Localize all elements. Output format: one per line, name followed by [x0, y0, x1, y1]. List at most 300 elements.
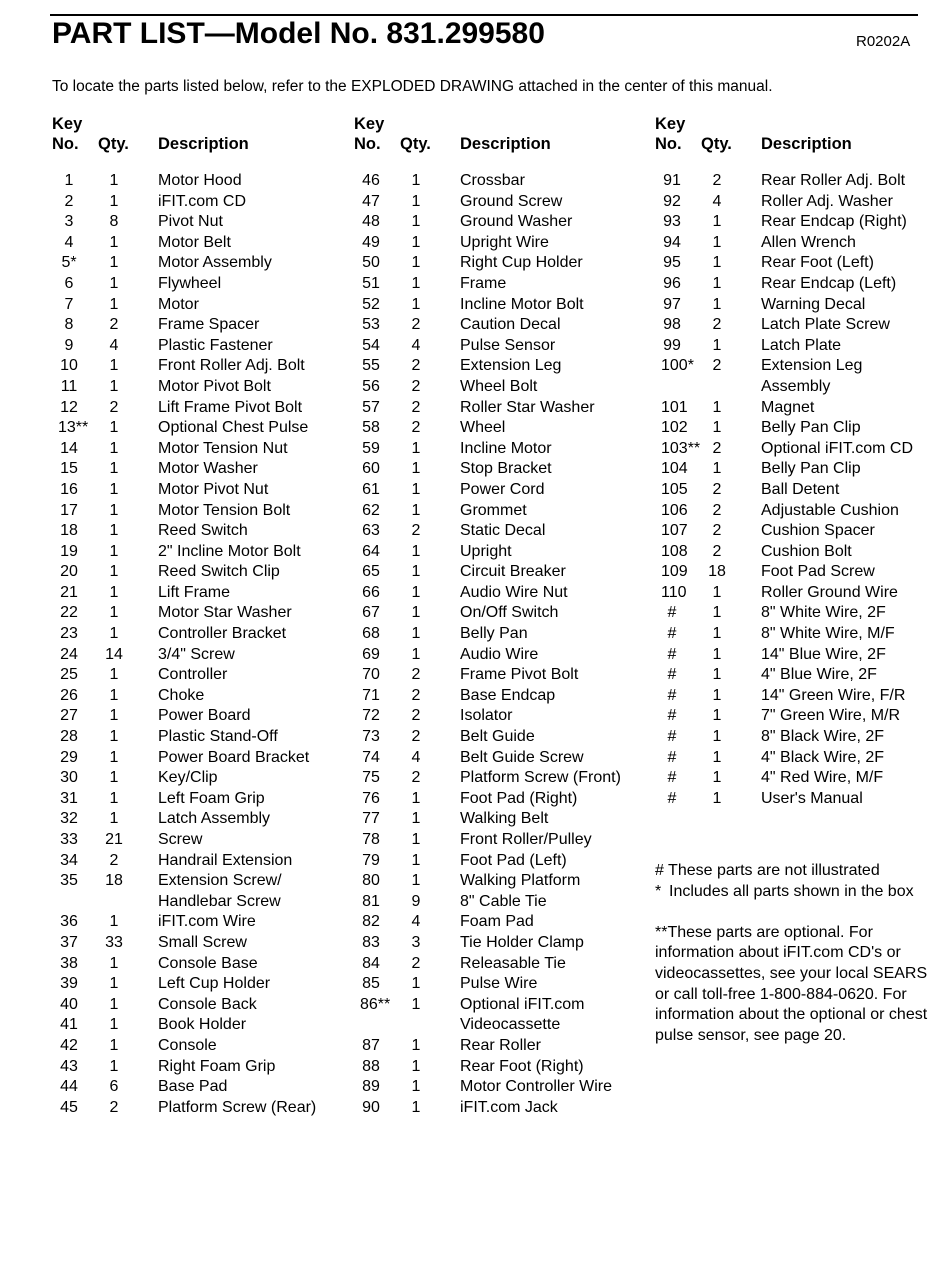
- parts-row: [354, 892, 654, 913]
- part-description: 8" Black Wire, 2F: [761, 728, 885, 746]
- part-description: Circuit Breaker: [460, 563, 566, 581]
- part-description: Base Endcap: [460, 686, 556, 704]
- part-description: Frame Pivot Bolt: [460, 666, 579, 684]
- part-qty: 1: [712, 398, 722, 416]
- part-key: 96: [663, 274, 681, 292]
- part-key: 85: [362, 975, 380, 993]
- part-description: Ground Screw: [460, 192, 563, 210]
- parts-row: [354, 253, 654, 274]
- parts-row: [354, 665, 654, 686]
- part-description: Base Pad: [158, 1078, 228, 1096]
- part-key: 110: [661, 583, 687, 601]
- part-description: Motor: [158, 295, 199, 313]
- parts-row: [52, 336, 352, 357]
- part-key: 74: [362, 748, 380, 766]
- part-description: Wheel: [460, 419, 506, 437]
- parts-row: [354, 1057, 654, 1078]
- part-description: Left Foam Grip: [158, 789, 265, 807]
- part-description: Motor Belt: [158, 233, 231, 251]
- part-description: Upright: [460, 542, 512, 560]
- parts-row: [354, 830, 654, 851]
- part-description: Key/Clip: [158, 769, 218, 787]
- parts-row: [655, 521, 950, 542]
- parts-row: [655, 212, 950, 233]
- part-key: 97: [663, 295, 681, 313]
- part-description: On/Off Switch: [460, 604, 559, 622]
- parts-row: [52, 418, 352, 439]
- parts-row: [655, 603, 950, 624]
- part-qty: 1: [712, 460, 722, 478]
- part-description: Screw: [158, 831, 203, 848]
- parts-row: [354, 562, 654, 583]
- part-qty: 1: [712, 748, 722, 766]
- part-qty: 1: [411, 1098, 421, 1116]
- part-key: 45: [60, 1098, 78, 1116]
- part-description: Motor Tension Bolt: [158, 501, 291, 519]
- parts-row: [52, 171, 352, 192]
- part-description: Console: [158, 1036, 217, 1054]
- part-qty: 1: [109, 604, 119, 622]
- part-description: Walking Platform: [460, 872, 581, 890]
- part-qty: 1: [109, 789, 119, 807]
- parts-row: [52, 501, 352, 522]
- part-key: 105: [661, 480, 688, 498]
- parts-row: [52, 521, 352, 542]
- part-key: 6: [64, 274, 74, 292]
- part-qty: 1: [712, 789, 722, 807]
- part-description: Right Foam Grip: [158, 1057, 276, 1075]
- part-qty: 33: [105, 933, 123, 951]
- parts-row: [655, 377, 950, 398]
- part-key: 108: [661, 542, 688, 560]
- parts-row: [354, 233, 654, 254]
- parts-row: [354, 583, 654, 604]
- part-description: 8" White Wire, 2F: [761, 604, 886, 622]
- part-description: Ball Detent: [761, 480, 840, 498]
- part-qty: 1: [411, 542, 421, 560]
- part-qty: 1: [109, 439, 119, 457]
- part-qty: 2: [411, 769, 421, 787]
- part-description: 4" Red Wire, M/F: [761, 769, 884, 787]
- part-qty: 4: [411, 748, 421, 766]
- part-description: Roller Adj. Washer: [761, 192, 893, 210]
- part-key: 72: [362, 707, 380, 725]
- part-description: Platform Screw (Front): [460, 769, 621, 787]
- part-description: Crossbar: [460, 172, 525, 189]
- part-key: 10: [60, 357, 78, 375]
- part-description: Power Board: [158, 707, 251, 725]
- part-description: iFIT.com Jack: [460, 1098, 558, 1116]
- part-key: 28: [60, 728, 78, 746]
- parts-row: [354, 315, 654, 336]
- part-description: Latch Plate: [761, 336, 842, 354]
- parts-row: [655, 645, 950, 666]
- part-description: Extension Leg: [761, 357, 863, 375]
- parts-row: [52, 995, 352, 1016]
- parts-row: [354, 686, 654, 707]
- part-qty: 1: [109, 810, 119, 828]
- part-key: 70: [362, 666, 380, 684]
- part-qty: 1: [411, 831, 421, 848]
- parts-row: [52, 377, 352, 398]
- parts-row: [52, 274, 352, 295]
- part-key: 29: [60, 748, 78, 766]
- part-description: Console Back: [158, 995, 257, 1013]
- parts-row: [655, 274, 950, 295]
- part-key: #: [667, 728, 677, 746]
- part-description: Plastic Fastener: [158, 336, 273, 354]
- part-qty: 1: [109, 975, 119, 993]
- part-key: 36: [60, 913, 78, 931]
- part-qty: 1: [411, 789, 421, 807]
- parts-row: [354, 995, 654, 1016]
- parts-row: [354, 974, 654, 995]
- part-description: Book Holder: [158, 1016, 247, 1034]
- parts-row: [354, 727, 654, 748]
- part-key: 30: [60, 769, 78, 787]
- part-description: Belly Pan Clip: [761, 460, 861, 478]
- part-key: 56: [362, 377, 380, 395]
- part-qty: 1: [109, 769, 119, 787]
- part-key: 33: [60, 831, 78, 848]
- part-qty: 1: [109, 357, 119, 375]
- part-qty: 1: [712, 604, 722, 622]
- part-key: 27: [60, 707, 78, 725]
- part-qty: 1: [109, 1057, 119, 1075]
- part-qty: 14: [105, 645, 123, 663]
- part-qty: 1: [109, 666, 119, 684]
- part-description: Incline Motor: [460, 439, 552, 457]
- part-key: 68: [362, 625, 380, 643]
- parts-row: [354, 1077, 654, 1098]
- parts-row: [52, 768, 352, 789]
- part-description: Audio Wire: [460, 645, 539, 663]
- parts-row: [354, 624, 654, 645]
- parts-row: [655, 233, 950, 254]
- parts-row: [655, 398, 950, 419]
- part-description: Handlebar Screw: [158, 892, 281, 910]
- part-qty: 1: [411, 233, 421, 251]
- part-qty: 4: [109, 336, 119, 354]
- part-description: iFIT.com CD: [158, 192, 246, 210]
- parts-row: [655, 501, 950, 522]
- parts-row: [655, 789, 950, 810]
- part-qty: 8: [109, 213, 119, 231]
- parts-row: [354, 809, 654, 830]
- part-key: 81: [362, 892, 380, 910]
- parts-column-3: [655, 114, 950, 809]
- part-qty: 1: [411, 1057, 421, 1075]
- parts-row: [354, 398, 654, 419]
- part-key: 49: [362, 233, 380, 251]
- part-description: Platform Screw (Rear): [158, 1098, 317, 1116]
- parts-row: [52, 933, 352, 954]
- part-qty: 1: [109, 563, 119, 581]
- part-key: 15: [60, 460, 78, 478]
- part-key: 13**: [58, 419, 89, 437]
- part-qty: 1: [109, 233, 119, 251]
- part-qty: 1: [109, 522, 119, 540]
- part-qty: 1: [712, 213, 722, 231]
- part-key: 12: [60, 398, 78, 416]
- part-description: Reed Switch: [158, 522, 248, 540]
- part-description: Motor Tension Nut: [158, 439, 288, 457]
- part-qty: 1: [109, 172, 119, 189]
- part-qty: 1: [109, 1036, 119, 1054]
- part-description: Controller: [158, 666, 228, 684]
- parts-row: [655, 295, 950, 316]
- parts-row: [52, 1036, 352, 1057]
- part-description: Videocassette: [460, 1016, 561, 1034]
- parts-row: [52, 665, 352, 686]
- parts-row: [354, 871, 654, 892]
- parts-row: [354, 356, 654, 377]
- part-key: 41: [60, 1016, 78, 1034]
- part-qty: 1: [109, 913, 119, 931]
- part-qty: 1: [109, 254, 119, 272]
- parts-row: [354, 1098, 654, 1119]
- part-key: 95: [663, 254, 681, 272]
- part-description: Right Cup Holder: [460, 254, 583, 272]
- parts-row: [655, 418, 950, 439]
- part-description: Power Cord: [460, 480, 545, 498]
- parts-row: [354, 851, 654, 872]
- part-key: 60: [362, 460, 380, 478]
- part-qty: 2: [411, 398, 421, 416]
- parts-row: [655, 768, 950, 789]
- part-qty: 2: [712, 522, 722, 540]
- part-description: Warning Decal: [761, 295, 866, 313]
- part-qty: 1: [411, 995, 421, 1013]
- parts-row: [52, 974, 352, 995]
- part-qty: 1: [109, 686, 119, 704]
- part-key: 76: [362, 789, 380, 807]
- part-key: 63: [362, 522, 380, 540]
- part-key: #: [667, 769, 677, 787]
- part-qty: 1: [712, 336, 722, 354]
- parts-row: [354, 439, 654, 460]
- part-qty: 1: [109, 625, 119, 643]
- part-description: Caution Decal: [460, 316, 561, 334]
- parts-row: [52, 542, 352, 563]
- header-no: No.: [655, 135, 682, 153]
- part-key: 59: [362, 439, 380, 457]
- part-key: #: [667, 625, 677, 643]
- parts-row: [52, 315, 352, 336]
- parts-row: [354, 192, 654, 213]
- note-includes-all-text: Includes all parts shown in the box: [669, 882, 914, 900]
- part-key: 78: [362, 831, 380, 848]
- part-qty: 1: [712, 295, 722, 313]
- parts-row: [52, 1057, 352, 1078]
- header-qty: Qty.: [98, 135, 129, 153]
- part-description: Magnet: [761, 398, 815, 416]
- part-qty: 1: [411, 604, 421, 622]
- part-description: Plastic Stand-Off: [158, 728, 278, 746]
- part-qty: 1: [109, 728, 119, 746]
- part-description: Optional iFIT.com CD: [761, 439, 914, 457]
- part-qty: 1: [411, 563, 421, 581]
- part-qty: 1: [411, 254, 421, 272]
- part-key: #: [667, 789, 677, 807]
- part-qty: 1: [411, 295, 421, 313]
- part-qty: 1: [411, 460, 421, 478]
- part-description: Lift Frame Pivot Bolt: [158, 398, 303, 416]
- part-qty: 9: [411, 892, 421, 910]
- part-key: 38: [60, 954, 78, 972]
- parts-row: [52, 871, 352, 892]
- part-qty: 2: [411, 419, 421, 437]
- part-qty: 1: [411, 192, 421, 210]
- header-key: Key: [655, 115, 686, 133]
- part-description: Controller Bracket: [158, 625, 287, 643]
- part-description: Static Decal: [460, 522, 546, 540]
- part-qty: 2: [109, 851, 119, 869]
- part-key: 52: [362, 295, 380, 313]
- part-qty: 1: [712, 419, 722, 437]
- part-description: Foot Pad (Right): [460, 789, 578, 807]
- parts-row: [354, 645, 654, 666]
- part-description: Front Roller Adj. Bolt: [158, 357, 305, 375]
- part-key: 98: [663, 316, 681, 334]
- header-no: No.: [52, 135, 79, 153]
- part-description: iFIT.com Wire: [158, 913, 256, 931]
- part-key: 93: [663, 213, 681, 231]
- part-qty: 1: [411, 625, 421, 643]
- part-key: 102: [661, 419, 688, 437]
- parts-row: [354, 418, 654, 439]
- parts-row: [354, 748, 654, 769]
- parts-row: [354, 480, 654, 501]
- part-key: 16: [60, 480, 78, 498]
- part-key: 89: [362, 1078, 380, 1096]
- part-description: Motor Assembly: [158, 254, 272, 272]
- header-key: Key: [354, 115, 385, 133]
- part-qty: 2: [712, 172, 722, 189]
- parts-row: [354, 603, 654, 624]
- part-qty: 1: [712, 769, 722, 787]
- part-qty: 2: [712, 357, 722, 375]
- parts-row: [655, 315, 950, 336]
- part-qty: 3: [411, 933, 421, 951]
- parts-row: [354, 542, 654, 563]
- part-description: 2" Incline Motor Bolt: [158, 542, 301, 560]
- part-key: 11: [60, 377, 78, 395]
- parts-row: [655, 171, 950, 192]
- parts-row: [52, 892, 352, 913]
- parts-row: [354, 933, 654, 954]
- part-key: 87: [362, 1036, 380, 1054]
- document-code: R0202A: [856, 33, 911, 50]
- part-key: 40: [60, 995, 78, 1013]
- part-key: 80: [362, 872, 380, 890]
- part-key: 14: [60, 439, 78, 457]
- part-description: Foam Pad: [460, 913, 534, 931]
- part-qty: 6: [109, 1078, 119, 1096]
- part-description: Front Roller/Pulley: [460, 831, 592, 848]
- part-qty: 4: [411, 336, 421, 354]
- note-optional: **These parts are optional. For information about iFIT.com CD's or videocassettes, see your local SEARS or call toll-free 1-800-884-0620. For information about the optional or chest pulse sensor, see page 20.: [655, 923, 928, 1044]
- part-key: 55: [362, 357, 380, 375]
- part-key: 42: [60, 1036, 78, 1054]
- part-description: Grommet: [460, 501, 527, 519]
- part-description: Rear Roller Adj. Bolt: [761, 172, 906, 189]
- part-description: Belt Guide: [460, 728, 535, 746]
- part-description: Belly Pan: [460, 625, 528, 643]
- part-key: 90: [362, 1098, 380, 1116]
- part-key: 5*: [61, 254, 77, 272]
- part-qty: 2: [411, 522, 421, 540]
- note-includes-all: [655, 882, 940, 903]
- part-qty: 1: [109, 748, 119, 766]
- part-key: 53: [362, 316, 380, 334]
- parts-row: [655, 562, 950, 583]
- part-key: 19: [60, 542, 78, 560]
- part-key: 91: [663, 172, 681, 189]
- part-description: Latch Plate Screw: [761, 316, 890, 334]
- parts-row: [354, 789, 654, 810]
- part-key: 50: [362, 254, 380, 272]
- part-description: Isolator: [460, 707, 513, 725]
- part-description: Power Board Bracket: [158, 748, 310, 766]
- part-key: 1: [64, 172, 74, 189]
- part-description: Foot Pad (Left): [460, 851, 567, 869]
- intro-text: To locate the parts listed below, refer to the EXPLODED DRAWING attached in the center of this manual.: [52, 78, 773, 95]
- parts-rows: [655, 171, 950, 809]
- part-description: Choke: [158, 686, 205, 704]
- part-qty: 2: [109, 316, 119, 334]
- header-description: Description: [460, 135, 551, 153]
- part-key: 47: [362, 192, 380, 210]
- page-title: PART LIST—Model No. 831.299580: [52, 17, 545, 50]
- part-qty: 1: [109, 954, 119, 972]
- parts-row: [354, 459, 654, 480]
- part-key: 37: [60, 933, 78, 951]
- parts-row: [52, 253, 352, 274]
- part-key: 66: [362, 583, 380, 601]
- part-qty: 2: [411, 728, 421, 746]
- part-description: Incline Motor Bolt: [460, 295, 584, 313]
- part-key: 65: [362, 563, 380, 581]
- parts-row: [52, 706, 352, 727]
- part-key: 46: [362, 172, 380, 189]
- parts-row: [52, 645, 352, 666]
- header-description: Description: [761, 135, 852, 153]
- part-description: Stop Bracket: [460, 460, 552, 478]
- part-description: Rear Endcap (Left): [761, 274, 897, 292]
- part-key: 106: [661, 501, 688, 519]
- part-key: 25: [60, 666, 78, 684]
- part-description: Audio Wire Nut: [460, 583, 568, 601]
- part-key: #: [667, 748, 677, 766]
- part-qty: 2: [411, 707, 421, 725]
- part-qty: 1: [109, 1016, 119, 1034]
- parts-row: [52, 1015, 352, 1036]
- part-qty: 2: [712, 439, 722, 457]
- part-description: 8" White Wire, M/F: [761, 625, 895, 643]
- part-key: 8: [64, 316, 74, 334]
- parts-row: [354, 171, 654, 192]
- parts-row: [52, 748, 352, 769]
- parts-row: [655, 480, 950, 501]
- part-key: #: [667, 686, 677, 704]
- part-qty: 1: [411, 583, 421, 601]
- parts-row: [354, 912, 654, 933]
- part-qty: 21: [105, 831, 123, 848]
- parts-row: [52, 212, 352, 233]
- part-qty: 1: [411, 172, 421, 189]
- parts-row: [52, 624, 352, 645]
